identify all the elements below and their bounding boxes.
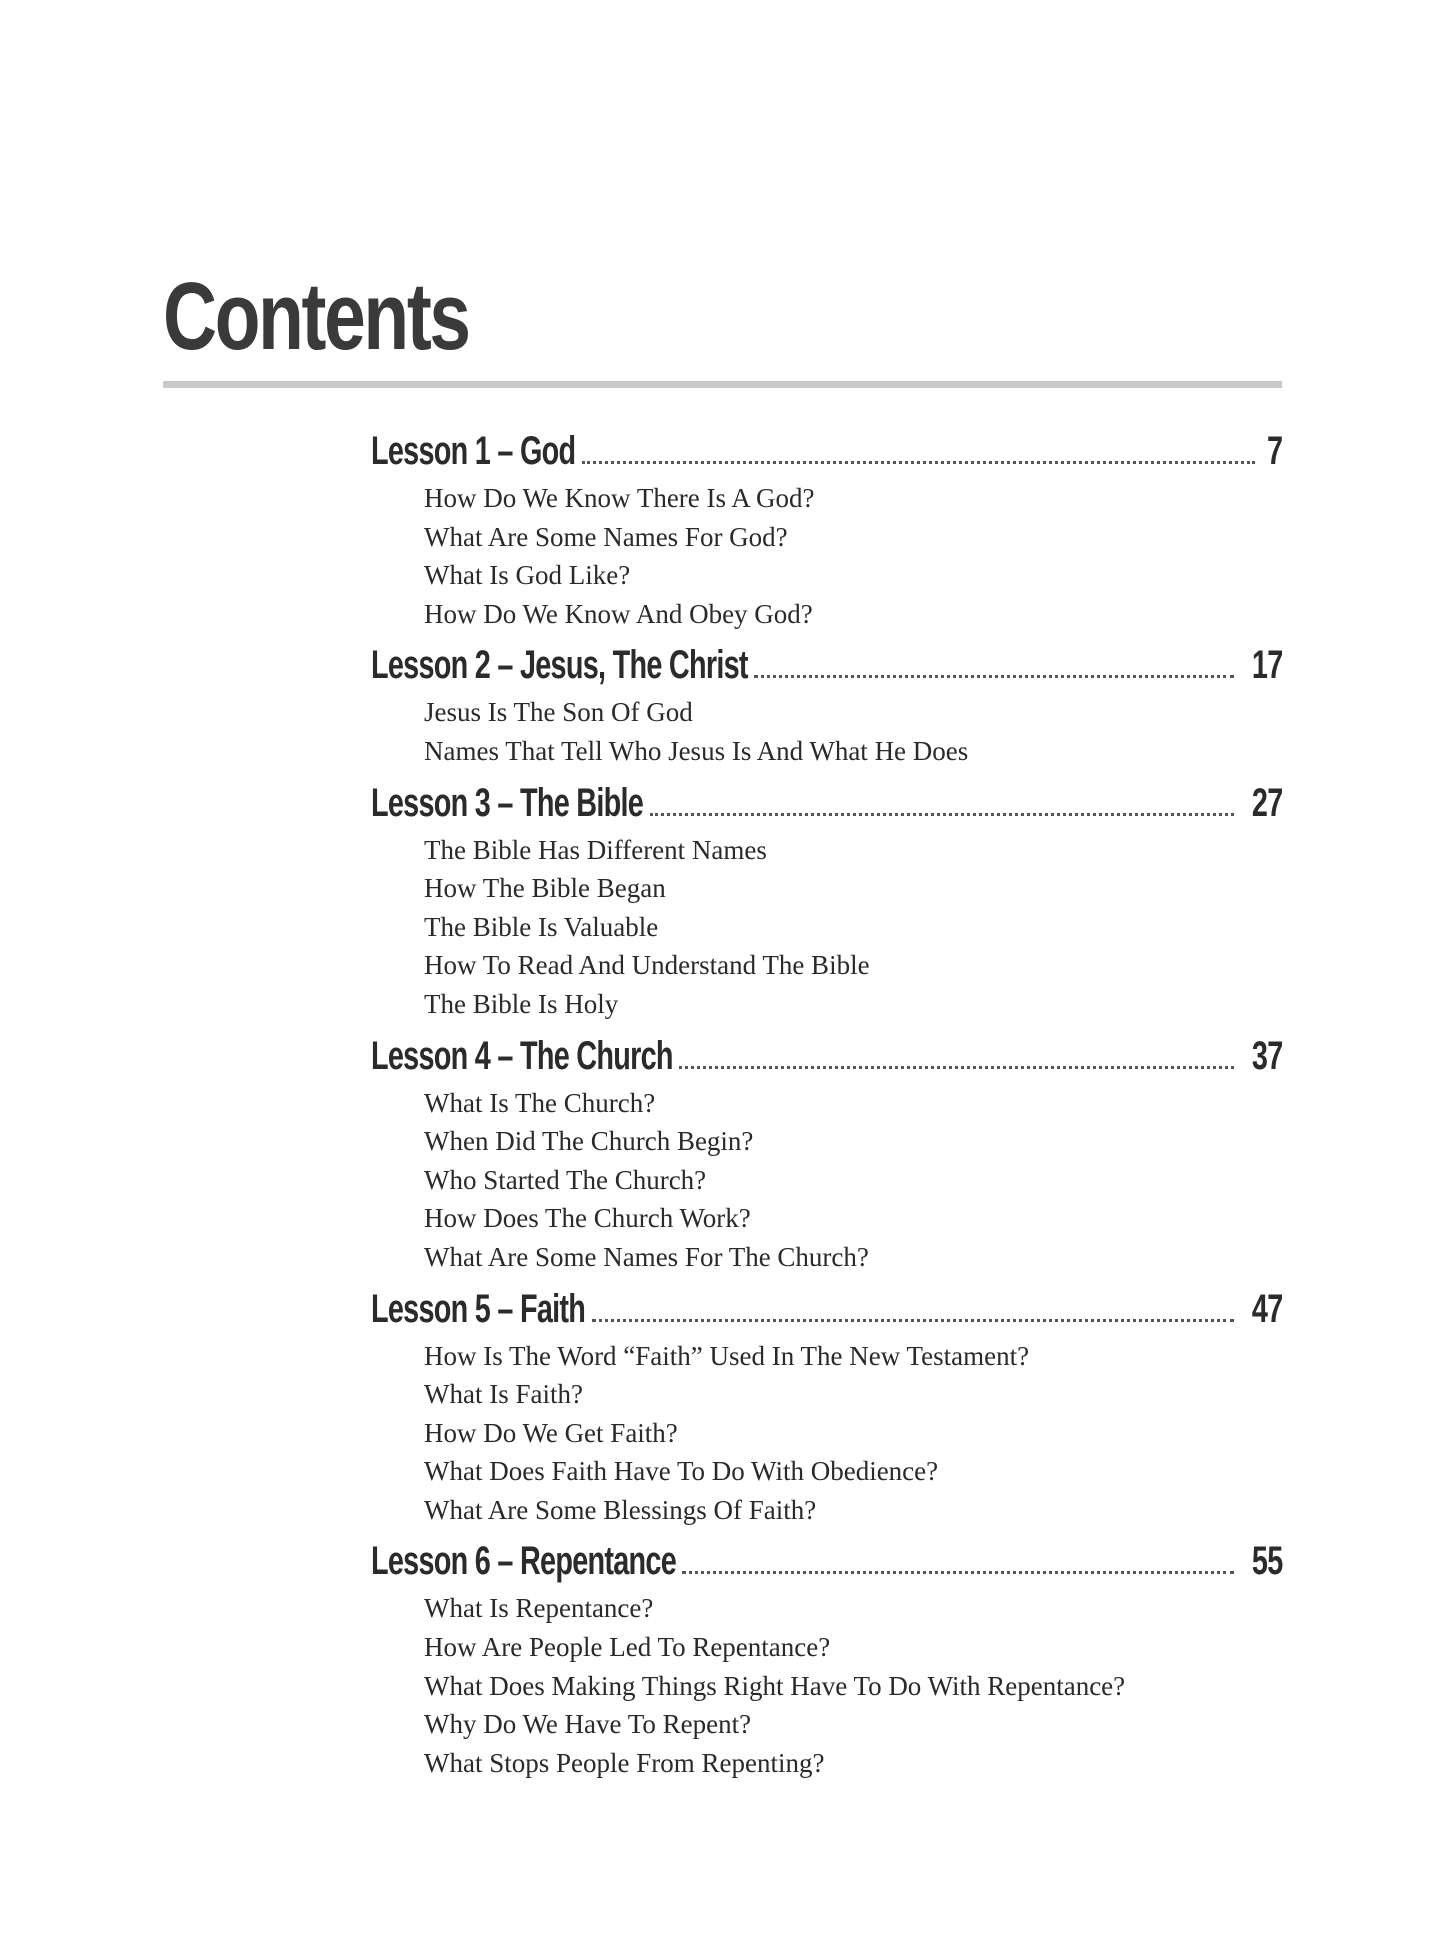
- lesson-title[interactable]: Lesson 4 – The Church: [371, 1033, 673, 1078]
- toc-lesson-2: [371, 637, 1282, 770]
- topic-item: How Do We Get Faith?: [424, 1417, 678, 1448]
- topic-item: What Is God Like?: [424, 560, 631, 591]
- lesson-title[interactable]: Lesson 6 – Repentance: [371, 1539, 676, 1584]
- lesson-title[interactable]: Lesson 2 – Jesus, The Christ: [371, 643, 748, 688]
- toc-entry-lesson-2[interactable]: [371, 637, 1282, 693]
- topic-list: [371, 1084, 1282, 1277]
- dot-leader: [650, 813, 1234, 816]
- lesson-page-number: 37: [1251, 1033, 1282, 1078]
- topic-item: Jesus Is The Son Of God: [424, 697, 693, 728]
- topic-item: How Do We Know There Is A God?: [424, 483, 815, 513]
- toc-lesson-6: [371, 1533, 1282, 1782]
- dot-leader: [682, 1571, 1234, 1574]
- topic-list: [371, 479, 1282, 633]
- lesson-page-number: 17: [1251, 643, 1282, 688]
- topic-item: What Is The Church?: [424, 1087, 656, 1118]
- lesson-title[interactable]: Lesson 1 – God: [371, 429, 576, 473]
- dot-leader: [592, 1319, 1234, 1322]
- toc-entry-lesson-3[interactable]: [371, 775, 1282, 831]
- dot-leader: [582, 461, 1255, 464]
- lesson-page-number: 47: [1251, 1286, 1282, 1331]
- toc-entry-lesson-1[interactable]: [371, 423, 1282, 479]
- topic-item: How Does The Church Work?: [424, 1203, 751, 1234]
- topic-list: [371, 831, 1282, 1024]
- topic-item: How Are People Led To Repentance?: [424, 1632, 831, 1663]
- topic-list: [371, 1589, 1282, 1782]
- topic-item: What Does Faith Have To Do With Obedience?: [424, 1456, 939, 1487]
- topic-list: [371, 693, 1282, 770]
- topic-item: Names That Tell Who Jesus Is And What He Does: [424, 735, 969, 766]
- topic-list: [371, 1337, 1282, 1530]
- topic-item: How Is The Word “Faith” Used In The New Testament?: [424, 1340, 1030, 1371]
- topic-item: The Bible Is Valuable: [424, 911, 659, 942]
- toc-entry-lesson-6[interactable]: [371, 1533, 1282, 1589]
- topic-item: How Do We Know And Obey God?: [424, 598, 813, 629]
- topic-item: What Is Repentance?: [424, 1593, 654, 1624]
- dot-leader: [679, 1066, 1234, 1069]
- topic-item: Who Started The Church?: [424, 1164, 707, 1195]
- toc-lesson-1: [371, 423, 1282, 633]
- topic-item: What Are Some Blessings Of Faith?: [424, 1494, 817, 1525]
- page-title: Contents: [163, 263, 469, 370]
- lesson-page-number: 55: [1251, 1539, 1282, 1584]
- topic-item: What Are Some Names For God?: [424, 521, 788, 552]
- lesson-title[interactable]: Lesson 5 – Faith: [371, 1286, 586, 1331]
- topic-item: Why Do We Have To Repent?: [424, 1709, 752, 1740]
- toc-entry-lesson-5[interactable]: [371, 1281, 1282, 1337]
- lesson-page-number: 7: [1266, 429, 1282, 473]
- toc-lesson-4: [371, 1028, 1282, 1277]
- topic-item: How To Read And Understand The Bible: [424, 950, 870, 981]
- topic-item: What Stops People From Repenting?: [424, 1747, 825, 1778]
- table-of-contents: [371, 423, 1282, 1786]
- topic-item: The Bible Is Holy: [424, 988, 619, 1019]
- dot-leader: [754, 675, 1234, 678]
- topic-item: What Is Faith?: [424, 1379, 583, 1410]
- toc-entry-lesson-4[interactable]: [371, 1028, 1282, 1084]
- title-divider: [163, 381, 1282, 388]
- toc-lesson-3: [371, 775, 1282, 1024]
- lesson-page-number: 27: [1251, 780, 1282, 825]
- topic-item: What Are Some Names For The Church?: [424, 1241, 869, 1272]
- lesson-title[interactable]: Lesson 3 – The Bible: [371, 780, 644, 825]
- topic-item: When Did The Church Begin?: [424, 1126, 754, 1157]
- topic-item: The Bible Has Different Names: [424, 834, 767, 865]
- topic-item: How The Bible Began: [424, 873, 666, 904]
- topic-item: What Does Making Things Right Have To Do With Repentance?: [424, 1670, 1126, 1701]
- toc-lesson-5: [371, 1281, 1282, 1530]
